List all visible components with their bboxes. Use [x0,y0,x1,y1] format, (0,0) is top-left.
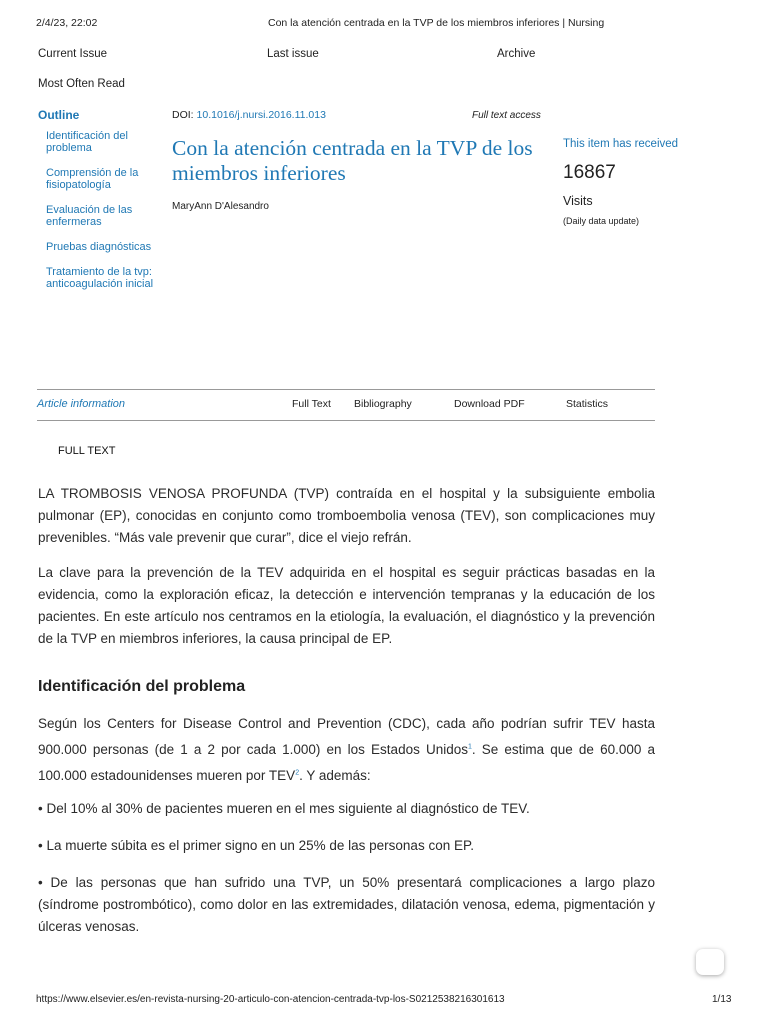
stats-visit-count: 16867 [563,162,616,183]
nav-current-issue[interactable]: Current Issue [38,48,108,60]
outline-item-pruebas[interactable]: Pruebas diagnósticas [46,241,152,253]
stats-received-label: This item has received [563,138,679,150]
outline-item-identificacion[interactable]: Identificación del problema [46,130,128,154]
full-text-access-badge: Full text access [472,110,541,121]
doi-link[interactable]: 10.1016/j.nursi.2016.11.013 [196,109,326,121]
section-heading-identificacion: Identificación del problema [38,678,246,695]
paragraph-cdc [38,711,655,789]
doi-label: DOI: [172,109,197,121]
stats-daily-note: (Daily data update) [563,216,640,226]
tab-statistics[interactable]: Statistics [566,398,609,410]
bullet-item: • Del 10% al 30% de pacientes mueren en el mes siguiente al diagnóstico de TEV. [38,801,530,816]
stats-visits-label: Visits [563,194,593,208]
paragraph-cdc-part2: . Se estima que de 60.000 a 100.000 estadounidenses mueren por TEV [38,742,655,783]
print-datetime: 2/4/23, 22:02 [36,17,98,29]
outline-item-tratamiento[interactable]: Tratamiento de la tvp: anticoagulación inicial [46,266,154,290]
paragraph-cdc-part1: Según los Centers for Disease Control and Prevention (CDC), cada año podrían sufrir TEV hasta 900.000 personas (de 1 a 2 por cada 1.000) en los Estados Unidos [38,716,655,757]
nav-last-issue[interactable]: Last issue [267,48,319,60]
reference-2-link[interactable]: 2 [295,769,300,777]
full-text-label: FULL TEXT [58,445,116,457]
tab-download-pdf[interactable]: Download PDF [454,398,525,410]
nav-archive[interactable]: Archive [497,48,536,60]
floating-action-button[interactable] [696,949,724,975]
outline-list [46,130,164,303]
outline-item-fisiopatologia[interactable]: Comprensión de la fisiopatología [46,167,139,191]
print-page-number: 1/13 [712,994,732,1005]
article-tabbar [37,389,655,421]
paragraph-prevention: La clave para la prevención de la TEV adquirida en el hospital es seguir prácticas basadas en la evidencia, como la exploración eficaz, la detección e intervención tempranas y la educación de los pacientes. En este artículo nos centramos en la etiología, la evaluación, el diagnóstico y la prevención de la TVP en miembros inferiores, la causa principal de EP. [38,565,655,646]
outline-title: Outline [38,108,80,122]
reference-1-link[interactable]: 1 [467,743,472,751]
bullet-item: • De las personas que han sufrido una TVP, un 50% presentará complicaciones a largo plazo (síndrome postrombótico), como dolor en las extremidades, dilatación venosa, edema, pigmentación y úlceras venosas. [38,875,655,934]
nav-most-often-read[interactable]: Most Often Read [38,78,125,90]
paragraph-cdc-part3: . Y además: [299,768,371,783]
paragraph-intro: LA TROMBOSIS VENOSA PROFUNDA (TVP) contraída en el hospital y la subsiguiente embolia pulmonar (EP), conocidas en conjunto como tromboembolia venosa (TEV), son complicaciones muy prevenibles. “Más vale prevenir que curar”, dice el viejo refrán. [38,486,655,545]
tab-bibliography[interactable]: Bibliography [354,398,412,410]
tab-article-information[interactable]: Article information [37,398,126,410]
article-author[interactable]: MaryAnn D'Alesandro [172,201,269,212]
visit-stats [563,138,713,226]
print-header [0,17,768,31]
outline-item-evaluacion[interactable]: Evaluación de las enfermeras [46,204,133,228]
print-page-title: Con la atención centrada en la TVP de los miembros inferiores | Nursing [268,17,605,29]
article-title: Con la atención centrada en la TVP de los miembros inferiores [172,136,533,185]
print-url: https://www.elsevier.es/en-revista-nursing-20-articulo-con-atencion-centrada-tvp-los-S0212538216301613 [36,994,505,1005]
bullet-item: • La muerte súbita es el primer signo en un 25% de las personas con EP. [38,838,474,853]
tab-full-text[interactable]: Full Text [292,398,331,410]
doi [172,109,326,121]
